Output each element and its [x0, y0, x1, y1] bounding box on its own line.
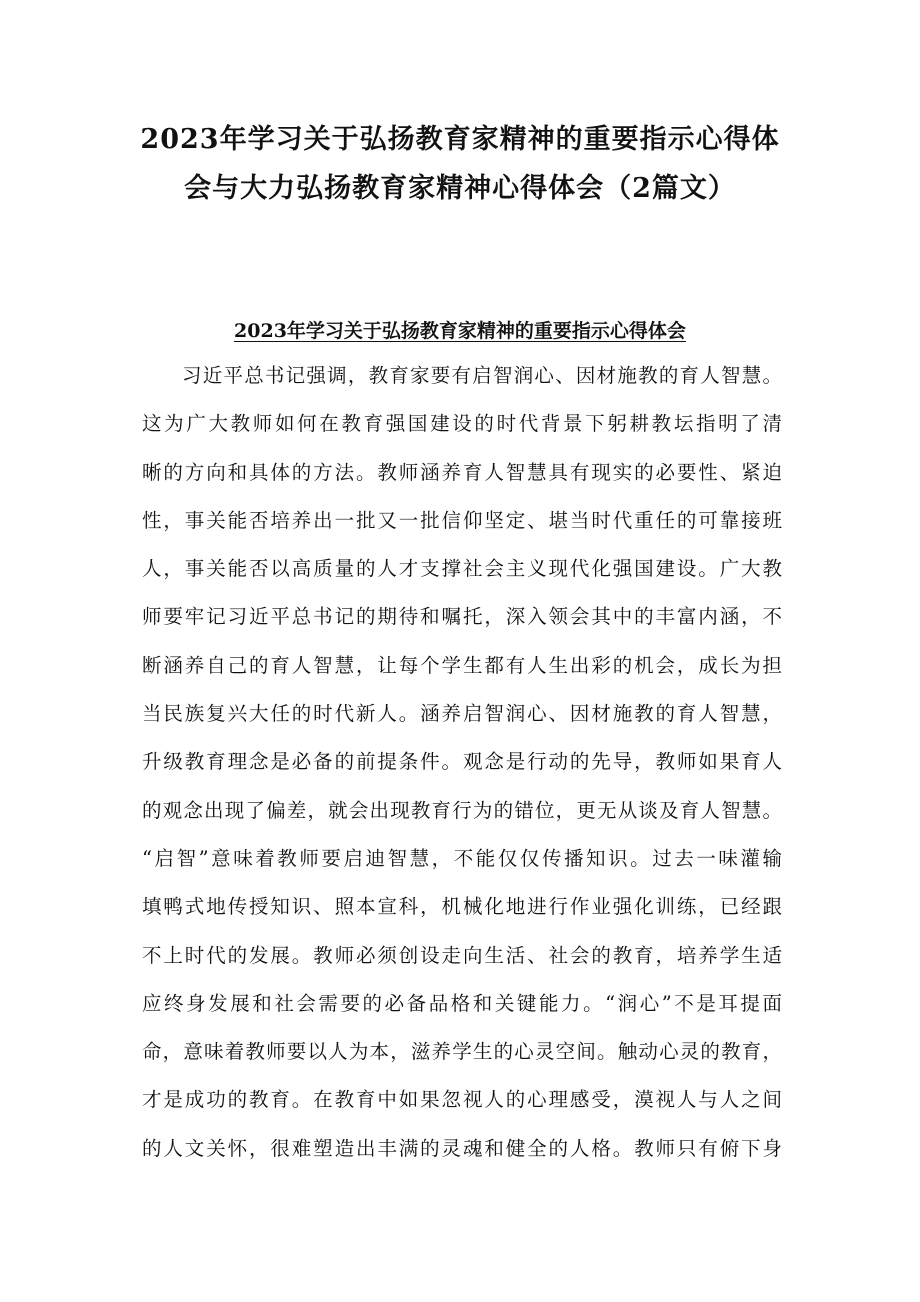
body-line: 升级教育理念是必备的前提条件。观念是行动的先导，教师如果育人 [142, 750, 782, 774]
body-line: 人，事关能否以高质量的人才支撑社会主义现代化强国建设。广大教 [142, 557, 782, 581]
body-line: 当民族复兴大任的时代新人。涵养启智润心、因材施教的育人智慧， [142, 702, 782, 726]
body-line: 的观念出现了偏差，就会出现教育行为的错位，更无从谈及育人智慧。 [142, 798, 782, 822]
body-line: “启智”意味着教师要启迪智慧，不能仅仅传播知识。过去一味灌输 [142, 846, 782, 870]
document-title-line-1: 2023年学习关于弘扬教育家精神的重要指示心得体 [140, 124, 780, 155]
body-line: 才是成功的教育。在教育中如果忽视人的心理感受，漠视人与人之间 [142, 1088, 782, 1112]
body-line: 命，意味着教师要以人为本，滋养学生的心灵空间。触动心灵的教育， [142, 1040, 782, 1064]
body-line: 断涵养自己的育人智慧，让每个学生都有人生出彩的机会，成长为担 [142, 653, 782, 677]
body-line: 不上时代的发展。教师必须创设走向生活、社会的教育，培养学生适 [142, 943, 782, 967]
section-heading: 2023年学习关于弘扬教育家精神的重要指示心得体会 [234, 320, 686, 342]
document-title-line-2: 会与大力弘扬教育家精神心得体会（2篇文） [184, 173, 736, 204]
body-text [142, 359, 782, 1180]
body-line: 性，事关能否培养出一批又一批信仰坚定、堪当时代重任的可靠接班 [142, 508, 782, 532]
body-line: 应终身发展和社会需要的必备品格和关键能力。“润心”不是耳提面 [142, 991, 782, 1015]
body-line: 师要牢记习近平总书记的期待和嘱托，深入领会其中的丰富内涵，不 [142, 605, 782, 629]
body-line: 晰的方向和具体的方法。教师涵养育人智慧具有现实的必要性、紧迫 [142, 460, 782, 484]
body-line: 填鸭式地传授知识、照本宣科，机械化地进行作业强化训练，已经跟 [142, 895, 782, 919]
body-line: 的人文关怀，很难塑造出丰满的灵魂和健全的人格。教师只有俯下身 [142, 1136, 782, 1160]
body-line: 习近平总书记强调，教育家要有启智润心、因材施教的育人智慧。 [182, 364, 782, 387]
body-line: 这为广大教师如何在教育强国建设的时代背景下躬耕教坛指明了清 [142, 412, 782, 436]
